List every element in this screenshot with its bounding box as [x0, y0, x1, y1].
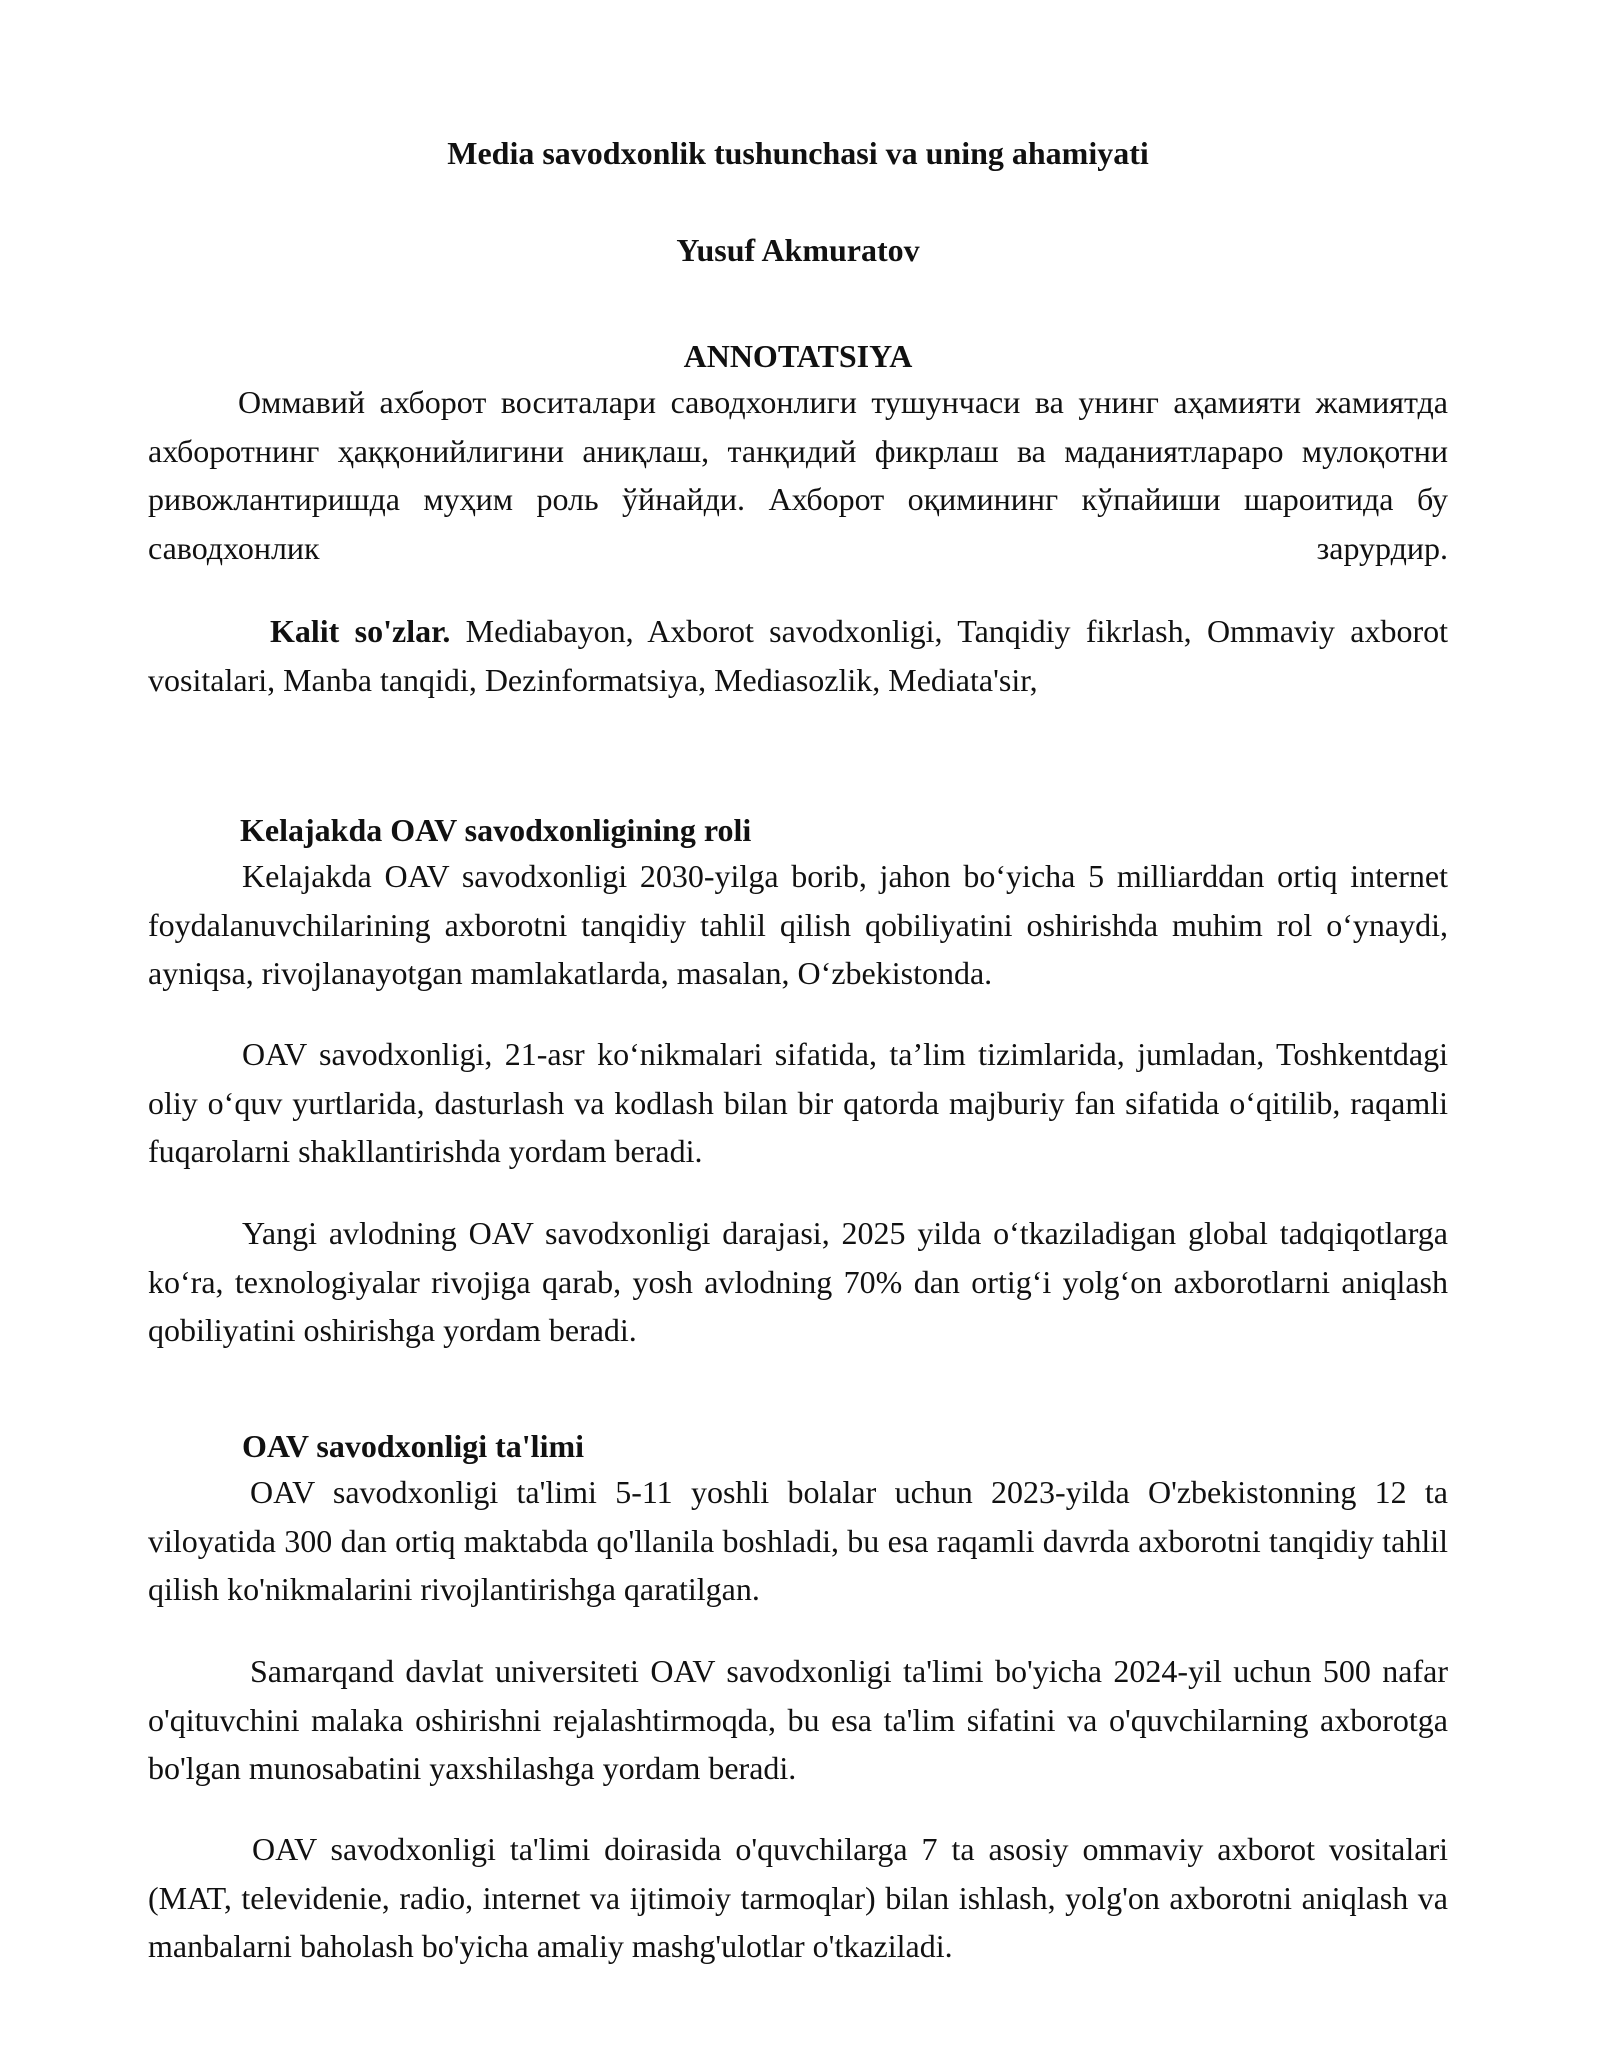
section-heading-future-role: Kelajakda OAV savodxonligining roli [240, 812, 752, 848]
document-title: Media savodxonlik tushunchasi va uning ahamiyati [447, 135, 1149, 171]
section-heading-education: OAV savodxonligi ta'limi [242, 1428, 584, 1464]
author-name: Yusuf Akmuratov [676, 232, 920, 268]
section-paragraph [148, 1030, 1448, 1176]
section-paragraph [148, 1209, 1448, 1355]
paragraph-text: OAV savodxonligi ta'limi doirasida o'quvchilarga 7 ta asosiy ommaviy axborot vositalari (MAT, televidenie, radio, internet va ijtimoiy tarmoqlar) bilan ishlash, yolg'on axborotni aniqlash va manbalarni baholash bo'yicha amaliy mashg'ulotlar o'tkaziladi. [148, 1831, 1448, 1965]
keywords-text: Mediabayon, Axborot savodxonligi, Tanqidiy fikrlash, Ommaviy axborot vositalari, Manba tanqidi, Dezinformatsiya, Mediasozlik, Mediata'sir, [148, 613, 1449, 698]
paragraph-text: Samarqand davlat universiteti OAV savodxonligi ta'limi bo'yicha 2024-yil uchun 500 nafar o'qituvchini malaka oshirishni rejalashtirmoqda, bu esa ta'lim sifatini va o'quvchilarning axborotga bo'lgan munosabatini yaxshilashga yordam beradi. [148, 1653, 1448, 1787]
paragraph-text: Yangi avlodning OAV savodxonligi darajasi, 2025 yilda oʻtkaziladigan global tadqiqotlarga koʻra, texnologiyalar rivojiga qarab, yosh avlodning 70% dan ortigʻi yolgʻon axborotlarni aniqlash qobiliyatini oshirishga yordam beradi. [148, 1215, 1448, 1349]
paragraph-text: OAV savodxonligi ta'limi 5-11 yoshli bolalar uchun 2023-yilda O'zbekistonning 12 ta viloyatida 300 dan ortiq maktabda qo'llanila boshladi, bu esa raqamli davrda axborotni tanqidiy tahlil qilish ko'nikmalarini rivojlantirishga qaratilgan. [148, 1474, 1448, 1608]
annotation-heading: ANNOTATSIYA [683, 338, 913, 374]
keywords-paragraph [148, 607, 1448, 704]
section-paragraph [148, 1647, 1448, 1793]
annotation-text: Оммавий ахборот воситалари саводхонлиги тушунчаси ва унинг аҳамияти жамиятда ахборотнинг ҳаққонийлигини аниқлаш, танқидий фикрлаш ва маданиятлараро мулоқотни ривожлантиришда муҳим роль ўйнайди. Ахборот оқимининг кўпайиши шароитида бу саводхонлик зарурдир. [148, 384, 1448, 566]
keywords-label: Kalit so'zlar. [270, 613, 451, 649]
annotation-paragraph [148, 378, 1448, 572]
paragraph-text: OAV savodxonligi, 21-asr koʻnikmalari sifatida, ta’lim tizimlarida, jumladan, Toshkentdagi oliy oʻquv yurtlarida, dasturlash va kodlash bilan bir qatorda majburiy fan sifatida oʻqitilib, raqamli fuqarolarni shakllantirishda yordam beradi. [148, 1036, 1448, 1170]
section-paragraph [148, 852, 1448, 998]
section-paragraph [148, 1825, 1448, 1971]
section-paragraph [148, 1468, 1448, 1614]
paragraph-text: Kelajakda OAV savodxonligi 2030-yilga borib, jahon boʻyicha 5 milliarddan ortiq internet foydalanuvchilarining axborotni tanqidiy tahlil qilish qobiliyatini oshirishda muhim rol oʻynaydi, ayniqsa, rivojlanayotgan mamlakatlarda, masalan, Oʻzbekistonda. [148, 858, 1448, 992]
